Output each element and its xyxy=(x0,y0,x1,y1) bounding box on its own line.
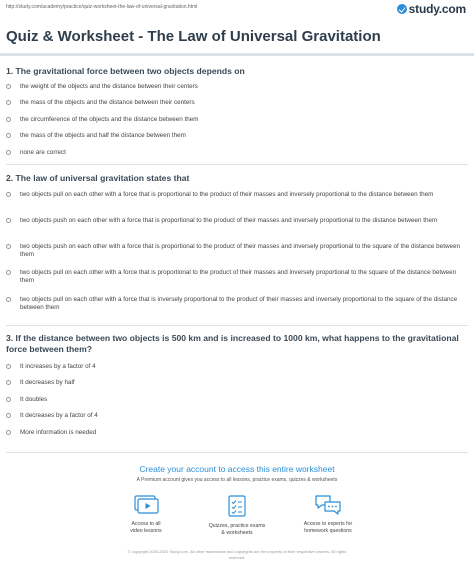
answer-option[interactable]: two objects pull on each other with a force that is inversely proportional to the product of their masses and inversely proportional to the square of the distance between them xyxy=(6,296,468,312)
radio-button[interactable] xyxy=(6,133,11,138)
radio-button[interactable] xyxy=(6,84,11,89)
radio-button[interactable] xyxy=(6,218,11,223)
radio-button[interactable] xyxy=(6,150,11,155)
answer-option[interactable]: It doubles xyxy=(6,396,468,404)
feature-label: Quizzes, practice exams & worksheets xyxy=(208,523,266,536)
feature-quizzes xyxy=(192,494,282,537)
question-text: 2. The law of universal gravitation states that xyxy=(6,173,190,183)
feature-video-lessons xyxy=(101,494,191,535)
study-logo[interactable] xyxy=(397,2,466,16)
quiz-checklist-icon xyxy=(226,494,248,518)
answer-option[interactable]: none are correct xyxy=(6,149,468,157)
radio-button[interactable] xyxy=(6,244,11,249)
answer-option[interactable]: More information is needed xyxy=(6,429,468,437)
answer-option[interactable]: two objects push on each other with a force that is proportional to the product of their masses and inversely proportional to the square of the distance between them xyxy=(6,243,468,259)
experts-chat-icon xyxy=(314,494,342,516)
checkmark-logo-icon xyxy=(397,4,407,14)
radio-button[interactable] xyxy=(6,413,11,418)
title-bar xyxy=(0,22,474,56)
cta-subtitle: A Premium account gives you access to all lessons, practice exams, quizzes & worksheets xyxy=(136,477,338,483)
radio-button[interactable] xyxy=(6,100,11,105)
question-text: 3. If the distance between two objects is 500 km and is increased to 1000 km, what happens to the gravitational force between them? xyxy=(6,333,459,354)
logo-text: study.com xyxy=(408,2,466,16)
page-title: Quiz & Worksheet - The Law of Universal Gravitation xyxy=(6,28,381,45)
radio-button[interactable] xyxy=(6,192,11,197)
question-text: 1. The gravitational force between two objects depends on xyxy=(6,66,245,76)
divider xyxy=(6,164,468,165)
answer-option[interactable]: the mass of the objects and half the distance between them xyxy=(6,132,468,140)
answer-option[interactable]: the circumference of the objects and the distance between them xyxy=(6,116,468,124)
divider xyxy=(6,325,468,326)
video-lesson-icon xyxy=(133,494,159,516)
answer-option[interactable]: two objects push on each other with a force that is proportional to the product of their masses and inversely proportional to the distance between them xyxy=(6,217,468,225)
radio-button[interactable] xyxy=(6,270,11,275)
radio-button[interactable] xyxy=(6,430,11,435)
feature-label: Access to all video lessons xyxy=(130,521,162,534)
answer-option[interactable]: It decreases by a factor of 4 xyxy=(6,412,468,420)
radio-button[interactable] xyxy=(6,117,11,122)
radio-button[interactable] xyxy=(6,297,11,302)
radio-button[interactable] xyxy=(6,364,11,369)
radio-button[interactable] xyxy=(6,397,11,402)
question-3 xyxy=(6,333,468,436)
page-url: http://study.com/academy/practice/quiz-worksheet-the-law-of-universal-gravitation.html xyxy=(6,4,198,10)
footer-copyright: © copyright 2003-2020 Study.com. All other trademarks and copyrights are the property of their respective owners. All rights reserved. xyxy=(127,549,347,560)
cta-title[interactable]: Create your account to access this entire worksheet xyxy=(139,464,335,474)
feature-label: Access to experts for homework questions xyxy=(303,521,353,534)
answer-option[interactable]: two objects pull on each other with a force that is proportional to the product of their masses and inversely proportional to the square of the distance between them xyxy=(6,269,468,285)
feature-experts xyxy=(283,494,373,535)
answer-option[interactable]: It decreases by half xyxy=(6,379,468,387)
answer-option[interactable]: It increases by a factor of 4 xyxy=(6,363,468,371)
question-2 xyxy=(6,173,468,311)
radio-button[interactable] xyxy=(6,380,11,385)
question-1 xyxy=(6,66,468,156)
answer-option[interactable]: two objects pull on each other with a force that is proportional to the product of their masses and inversely proportional to the distance between them xyxy=(6,191,468,199)
answer-option[interactable]: the weight of the objects and the distance between their centers xyxy=(6,83,468,91)
premium-cta xyxy=(0,452,474,557)
answer-option[interactable]: the mass of the objects and the distance between their centers xyxy=(6,99,468,107)
top-bar xyxy=(0,0,474,16)
